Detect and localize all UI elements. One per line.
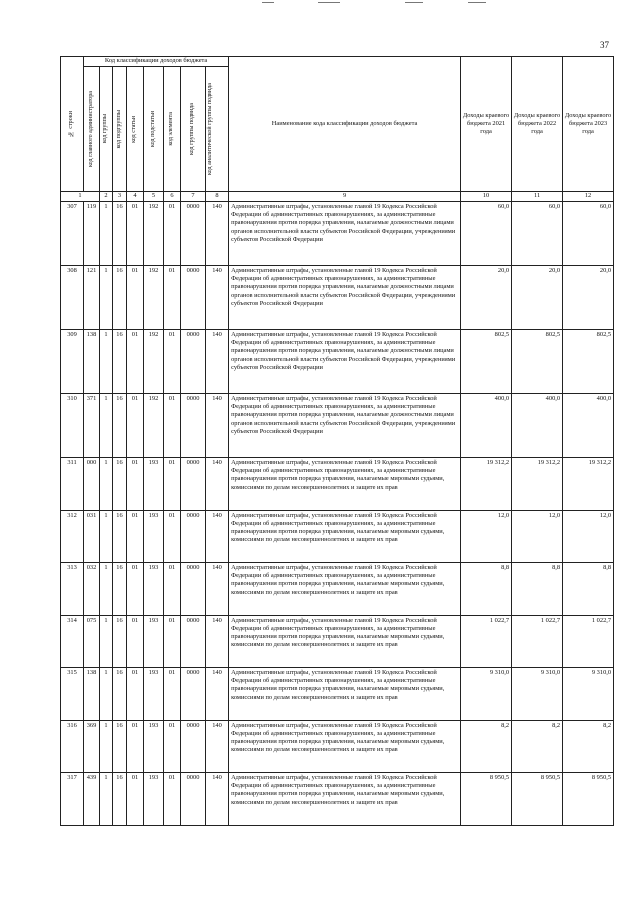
element-code-cell: 01 bbox=[164, 510, 181, 563]
subgroup-code-cell: 16 bbox=[113, 615, 127, 668]
income-2023-cell: 400,0 bbox=[563, 394, 614, 458]
column-numbers-row bbox=[61, 192, 614, 202]
admin-code-cell: 439 bbox=[84, 773, 100, 826]
income-2021-cell: 60,0 bbox=[461, 202, 512, 266]
element-code-cell: 01 bbox=[164, 773, 181, 826]
income-2022-cell: 19 312,2 bbox=[512, 458, 563, 511]
analytic-code-cell: 140 bbox=[206, 615, 229, 668]
group-code-cell: 1 bbox=[100, 720, 113, 773]
income-2023-cell: 8,8 bbox=[563, 563, 614, 616]
analytic-code-cell: 140 bbox=[206, 266, 229, 330]
group-code-cell: 1 bbox=[100, 773, 113, 826]
analytic-code-cell: 140 bbox=[206, 720, 229, 773]
income-2023-cell: 8 950,5 bbox=[563, 773, 614, 826]
element-code-cell: 01 bbox=[164, 720, 181, 773]
group-code-cell: 1 bbox=[100, 563, 113, 616]
subarticle-code-cell: 192 bbox=[144, 266, 164, 330]
element-code-cell: 01 bbox=[164, 202, 181, 266]
income-2021-cell: 8,2 bbox=[461, 720, 512, 773]
subarticle-code-cell: 193 bbox=[144, 668, 164, 721]
table-row bbox=[61, 510, 614, 563]
row-number-cell: 313 bbox=[61, 563, 84, 616]
header-code-subarticle: код подстатьи bbox=[144, 67, 164, 192]
admin-code-cell: 121 bbox=[84, 266, 100, 330]
article-code-cell: 01 bbox=[127, 668, 144, 721]
column-number: 12 bbox=[563, 192, 614, 202]
header-name: Наименование кода классификации доходов бюджета bbox=[229, 57, 461, 192]
element-code-cell: 01 bbox=[164, 266, 181, 330]
page-number: 37 bbox=[600, 40, 609, 50]
income-2022-cell: 8 950,5 bbox=[512, 773, 563, 826]
row-number-cell: 311 bbox=[61, 458, 84, 511]
analytic-code-cell: 140 bbox=[206, 773, 229, 826]
table-body bbox=[61, 202, 614, 826]
header-code-analytic-group: код аналитической группы подвида bbox=[206, 67, 229, 192]
income-2021-cell: 802,5 bbox=[461, 330, 512, 394]
income-name-cell: Административные штрафы, установленные главой 19 Кодекса Российской Федерации об административных правонарушениях, за административные правонарушения против порядка управления, налагаемые должностными лицами органов исполнительной власти субъектов Российской Федерации, учреждениями субъектов Российской Федерации bbox=[229, 330, 461, 394]
subtype-code-cell: 0000 bbox=[181, 563, 206, 616]
header-income-2021: Доходы краевого бюджета 2021 года bbox=[461, 57, 512, 192]
subtype-code-cell: 0000 bbox=[181, 668, 206, 721]
income-2023-cell: 8,2 bbox=[563, 720, 614, 773]
admin-code-cell: 075 bbox=[84, 615, 100, 668]
group-code-cell: 1 bbox=[100, 330, 113, 394]
subgroup-code-cell: 16 bbox=[113, 563, 127, 616]
income-2021-cell: 20,0 bbox=[461, 266, 512, 330]
header-code-subtype-group: код группы подвида bbox=[181, 67, 206, 192]
subarticle-code-cell: 193 bbox=[144, 458, 164, 511]
article-code-cell: 01 bbox=[127, 720, 144, 773]
subarticle-code-cell: 193 bbox=[144, 615, 164, 668]
income-2022-cell: 8,8 bbox=[512, 563, 563, 616]
income-name-cell: Административные штрафы, установленные главой 19 Кодекса Российской Федерации об административных правонарушениях, за административные правонарушения против порядка управления, налагаемые мировыми судьями, комиссиями по делам несовершеннолетних и защите их прав bbox=[229, 563, 461, 616]
admin-code-cell: 119 bbox=[84, 202, 100, 266]
table-row bbox=[61, 615, 614, 668]
subarticle-code-cell: 193 bbox=[144, 510, 164, 563]
row-number-cell: 307 bbox=[61, 202, 84, 266]
scan-artifact-line bbox=[262, 2, 274, 3]
article-code-cell: 01 bbox=[127, 510, 144, 563]
header-code-group: код группы bbox=[100, 67, 113, 192]
income-2022-cell: 802,5 bbox=[512, 330, 563, 394]
subarticle-code-cell: 192 bbox=[144, 394, 164, 458]
element-code-cell: 01 bbox=[164, 330, 181, 394]
subgroup-code-cell: 16 bbox=[113, 510, 127, 563]
income-2023-cell: 20,0 bbox=[563, 266, 614, 330]
analytic-code-cell: 140 bbox=[206, 510, 229, 563]
header-code-admin: код главного администратора bbox=[84, 67, 100, 192]
subarticle-code-cell: 192 bbox=[144, 202, 164, 266]
column-number: 5 bbox=[144, 192, 164, 202]
income-name-cell: Административные штрафы, установленные главой 19 Кодекса Российской Федерации об административных правонарушениях, за административные правонарушения против порядка управления, налагаемые должностными лицами органов исполнительной власти субъектов Российской Федерации, учреждениями субъектов Российской Федерации bbox=[229, 266, 461, 330]
subtype-code-cell: 0000 bbox=[181, 720, 206, 773]
income-2021-cell: 9 310,0 bbox=[461, 668, 512, 721]
table-row bbox=[61, 458, 614, 511]
income-2023-cell: 12,0 bbox=[563, 510, 614, 563]
income-2021-cell: 8 950,5 bbox=[461, 773, 512, 826]
subtype-code-cell: 0000 bbox=[181, 330, 206, 394]
header-income-2022: Доходы краевого бюджета 2022 года bbox=[512, 57, 563, 192]
group-code-cell: 1 bbox=[100, 458, 113, 511]
income-name-cell: Административные штрафы, установленные главой 19 Кодекса Российской Федерации об административных правонарушениях, за административные правонарушения против порядка управления, налагаемые должностными лицами органов исполнительной власти субъектов Российской Федерации, учреждениями субъектов Российской Федерации bbox=[229, 202, 461, 266]
income-name-cell: Административные штрафы, установленные главой 19 Кодекса Российской Федерации об административных правонарушениях, за административные правонарушения против порядка управления, налагаемые мировыми судьями, комиссиями по делам несовершеннолетних и защите их прав bbox=[229, 615, 461, 668]
analytic-code-cell: 140 bbox=[206, 202, 229, 266]
table-row bbox=[61, 563, 614, 616]
group-code-cell: 1 bbox=[100, 202, 113, 266]
header-row-number: № строки bbox=[61, 57, 84, 192]
subgroup-code-cell: 16 bbox=[113, 266, 127, 330]
income-2023-cell: 802,5 bbox=[563, 330, 614, 394]
row-number-cell: 315 bbox=[61, 668, 84, 721]
header-code-article: код статьи bbox=[127, 67, 144, 192]
article-code-cell: 01 bbox=[127, 615, 144, 668]
row-number-cell: 310 bbox=[61, 394, 84, 458]
row-number-cell: 316 bbox=[61, 720, 84, 773]
group-code-cell: 1 bbox=[100, 394, 113, 458]
admin-code-cell: 369 bbox=[84, 720, 100, 773]
article-code-cell: 01 bbox=[127, 266, 144, 330]
column-number: 8 bbox=[206, 192, 229, 202]
table-row bbox=[61, 330, 614, 394]
article-code-cell: 01 bbox=[127, 394, 144, 458]
column-number: 7 bbox=[181, 192, 206, 202]
group-code-cell: 1 bbox=[100, 266, 113, 330]
group-code-cell: 1 bbox=[100, 615, 113, 668]
scan-artifact-line bbox=[318, 2, 340, 3]
subgroup-code-cell: 16 bbox=[113, 720, 127, 773]
analytic-code-cell: 140 bbox=[206, 563, 229, 616]
admin-code-cell: 138 bbox=[84, 668, 100, 721]
subgroup-code-cell: 16 bbox=[113, 202, 127, 266]
subarticle-code-cell: 193 bbox=[144, 563, 164, 616]
header-income-2023: Доходы краевого бюджета 2023 года bbox=[563, 57, 614, 192]
income-2022-cell: 12,0 bbox=[512, 510, 563, 563]
group-code-cell: 1 bbox=[100, 510, 113, 563]
subtype-code-cell: 0000 bbox=[181, 458, 206, 511]
article-code-cell: 01 bbox=[127, 202, 144, 266]
budget-table bbox=[60, 56, 614, 826]
row-number-cell: 317 bbox=[61, 773, 84, 826]
income-name-cell: Административные штрафы, установленные главой 19 Кодекса Российской Федерации об административных правонарушениях, за административные правонарушения против порядка управления, налагаемые мировыми судьями, комиссиями по делам несовершеннолетних и защите их прав bbox=[229, 720, 461, 773]
column-number: 9 bbox=[229, 192, 461, 202]
income-2022-cell: 8,2 bbox=[512, 720, 563, 773]
column-number: 6 bbox=[164, 192, 181, 202]
income-name-cell: Административные штрафы, установленные главой 19 Кодекса Российской Федерации об административных правонарушениях, за административные правонарушения против порядка управления, налагаемые мировыми судьями, комиссиями по делам несовершеннолетних и защите их прав bbox=[229, 510, 461, 563]
income-name-cell: Административные штрафы, установленные главой 19 Кодекса Российской Федерации об административных правонарушениях, за административные правонарушения против порядка управления, налагаемые мировыми судьями, комиссиями по делам несовершеннолетних и защите их прав bbox=[229, 458, 461, 511]
subtype-code-cell: 0000 bbox=[181, 773, 206, 826]
row-number-cell: 308 bbox=[61, 266, 84, 330]
income-name-cell: Административные штрафы, установленные главой 19 Кодекса Российской Федерации об административных правонарушениях, за административные правонарушения против порядка управления, налагаемые должностными лицами органов исполнительной власти субъектов Российской Федерации, учреждениями субъектов Российской Федерации bbox=[229, 394, 461, 458]
element-code-cell: 01 bbox=[164, 394, 181, 458]
article-code-cell: 01 bbox=[127, 773, 144, 826]
subgroup-code-cell: 16 bbox=[113, 458, 127, 511]
article-code-cell: 01 bbox=[127, 563, 144, 616]
table-row bbox=[61, 668, 614, 721]
subarticle-code-cell: 193 bbox=[144, 720, 164, 773]
subtype-code-cell: 0000 bbox=[181, 510, 206, 563]
admin-code-cell: 000 bbox=[84, 458, 100, 511]
table-row bbox=[61, 266, 614, 330]
income-2022-cell: 400,0 bbox=[512, 394, 563, 458]
income-2023-cell: 60,0 bbox=[563, 202, 614, 266]
group-code-cell: 1 bbox=[100, 668, 113, 721]
column-number: 11 bbox=[512, 192, 563, 202]
admin-code-cell: 031 bbox=[84, 510, 100, 563]
income-2021-cell: 19 312,2 bbox=[461, 458, 512, 511]
element-code-cell: 01 bbox=[164, 458, 181, 511]
income-name-cell: Административные штрафы, установленные главой 19 Кодекса Российской Федерации об административных правонарушениях, за административные правонарушения против порядка управления, налагаемые мировыми судьями, комиссиями по делам несовершеннолетних и защите их прав bbox=[229, 773, 461, 826]
income-name-cell: Административные штрафы, установленные главой 19 Кодекса Российской Федерации об административных правонарушениях, за административные правонарушения против порядка управления, налагаемые мировыми судьями, комиссиями по делам несовершеннолетних и защите их прав bbox=[229, 668, 461, 721]
header-classification-group: Код классификации доходов бюджета bbox=[84, 57, 229, 67]
income-2021-cell: 12,0 bbox=[461, 510, 512, 563]
analytic-code-cell: 140 bbox=[206, 394, 229, 458]
subtype-code-cell: 0000 bbox=[181, 202, 206, 266]
table-row bbox=[61, 394, 614, 458]
income-2022-cell: 1 022,7 bbox=[512, 615, 563, 668]
column-number: 10 bbox=[461, 192, 512, 202]
subarticle-code-cell: 192 bbox=[144, 330, 164, 394]
row-number-cell: 312 bbox=[61, 510, 84, 563]
subgroup-code-cell: 16 bbox=[113, 394, 127, 458]
income-2021-cell: 1 022,7 bbox=[461, 615, 512, 668]
row-number-cell: 309 bbox=[61, 330, 84, 394]
income-2023-cell: 19 312,2 bbox=[563, 458, 614, 511]
article-code-cell: 01 bbox=[127, 330, 144, 394]
table-row bbox=[61, 773, 614, 826]
admin-code-cell: 138 bbox=[84, 330, 100, 394]
admin-code-cell: 032 bbox=[84, 563, 100, 616]
header-code-subgroup: код подгруппы bbox=[113, 67, 127, 192]
column-number: 2 bbox=[100, 192, 113, 202]
header-code-element: код элемента bbox=[164, 67, 181, 192]
subtype-code-cell: 0000 bbox=[181, 266, 206, 330]
income-2021-cell: 8,8 bbox=[461, 563, 512, 616]
table-row bbox=[61, 202, 614, 266]
article-code-cell: 01 bbox=[127, 458, 144, 511]
subtype-code-cell: 0000 bbox=[181, 394, 206, 458]
income-2022-cell: 20,0 bbox=[512, 266, 563, 330]
scan-artifact-line bbox=[468, 2, 486, 3]
income-2023-cell: 9 310,0 bbox=[563, 668, 614, 721]
subarticle-code-cell: 193 bbox=[144, 773, 164, 826]
income-2021-cell: 400,0 bbox=[461, 394, 512, 458]
subgroup-code-cell: 16 bbox=[113, 330, 127, 394]
subgroup-code-cell: 16 bbox=[113, 773, 127, 826]
element-code-cell: 01 bbox=[164, 563, 181, 616]
subtype-code-cell: 0000 bbox=[181, 615, 206, 668]
subgroup-code-cell: 16 bbox=[113, 668, 127, 721]
admin-code-cell: 371 bbox=[84, 394, 100, 458]
column-number: 3 bbox=[113, 192, 127, 202]
column-number: 1 bbox=[61, 192, 100, 202]
income-2022-cell: 60,0 bbox=[512, 202, 563, 266]
scan-artifact-line bbox=[405, 2, 423, 3]
analytic-code-cell: 140 bbox=[206, 458, 229, 511]
row-number-cell: 314 bbox=[61, 615, 84, 668]
income-2023-cell: 1 022,7 bbox=[563, 615, 614, 668]
income-2022-cell: 9 310,0 bbox=[512, 668, 563, 721]
table-row bbox=[61, 720, 614, 773]
element-code-cell: 01 bbox=[164, 615, 181, 668]
element-code-cell: 01 bbox=[164, 668, 181, 721]
analytic-code-cell: 140 bbox=[206, 330, 229, 394]
column-number: 4 bbox=[127, 192, 144, 202]
analytic-code-cell: 140 bbox=[206, 668, 229, 721]
